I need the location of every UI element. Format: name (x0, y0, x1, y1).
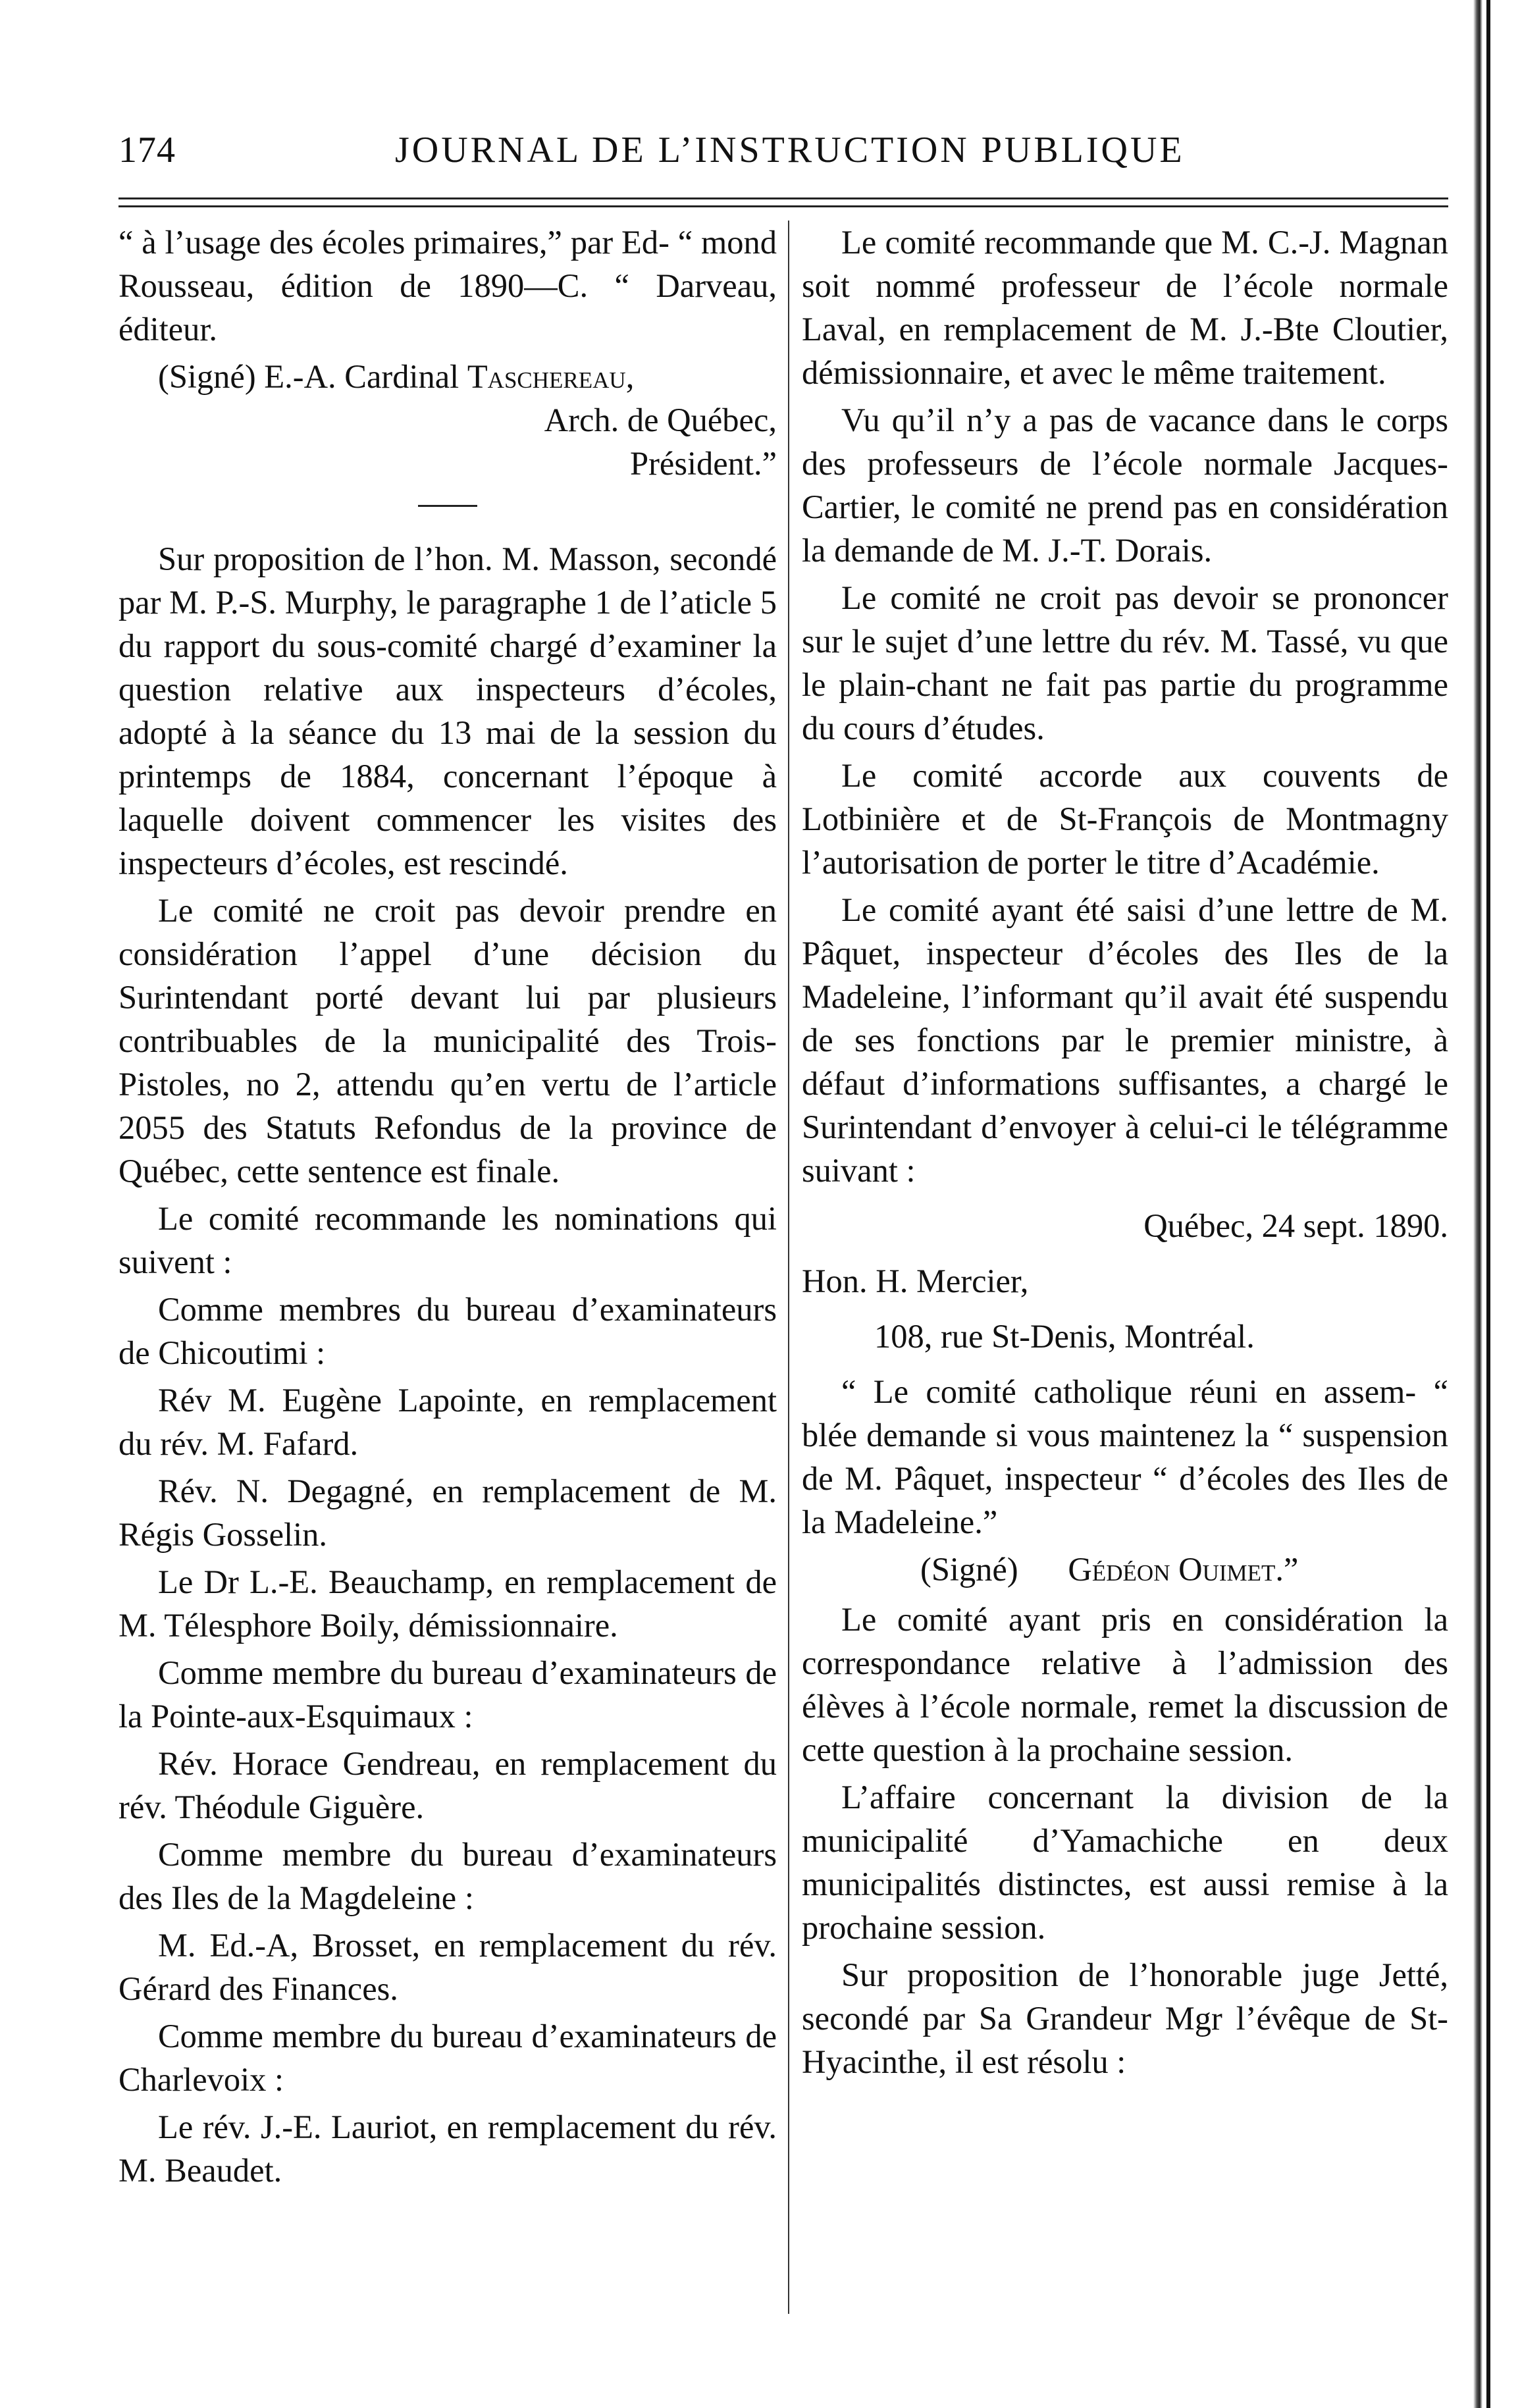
paragraph: Le comité ne croit pas devoir prendre en considération l’appel d’une décision du Surintendant porté devant lui par plusieurs contribuables de la municipalité des Trois-Pistoles, no 2, attendu qu’en vertu de l’article 2055 des Statuts Refondus de la province de Québec, cette sentence est finale. (118, 892, 777, 1190)
signature-name: Taschereau, (467, 358, 635, 395)
paragraph: Rév. N. Degagné, en remplacement de M. Régis Gosselin. (118, 1473, 777, 1553)
paragraph: Le comité ayant pris en considération la correspondance relative à l’admission des élèves à l’école normale, remet la discussion de cette question à la prochaine session. (802, 1601, 1448, 1768)
page-number: 174 (118, 130, 176, 170)
paragraph: Sur proposition de l’hon. M. Masson, secondé par M. P.-S. Murphy, le paragraphe 1 de l’aticle 5 du rapport du sous-comité chargé d’examiner la question relative aux inspecteurs d’écoles, adopté à la séance du 13 mai de la session du printemps de 1884, concernant l’époque à laquelle doivent commencer les visites des inspecteurs d’écoles, est rescindé. (118, 540, 777, 881)
paragraph: Sur proposition de l’honorable juge Jetté, secondé par Sa Grandeur Mgr l’évêque de St-Hyacinthe, il est résolu : (802, 1956, 1448, 2080)
paragraph: M. Ed.-A, Brosset, en remplacement du rév. Gérard des Finances. (118, 1927, 777, 2007)
telegram-date: Québec, 24 sept. 1890. (1143, 1207, 1448, 1244)
header-double-rule (118, 197, 1448, 217)
paragraph: Le Dr L.-E. Beauchamp, en remplacement de M. Télesphore Boily, démissionnaire. (118, 1563, 777, 1644)
paragraph: Le comité accorde aux couvents de Lotbinière et de St-François de Montmagny l’autorisation de porter le titre d’Académie. (802, 757, 1448, 881)
paragraph: Vu qu’il n’y a pas de vacance dans le corps des professeurs de l’école normale Jacques-Cartier, le comité ne prend pas en considération la demande de M. J.-T. Dorais. (802, 402, 1448, 569)
page-header (118, 129, 1303, 188)
paragraph: Le comité ayant été saisi d’une lettre de M. Pâquet, inspecteur d’écoles des Iles de la Madeleine, l’informant qu’il avait été suspendu de ses fonctions par le premier ministre, à défaut d’informations suffisantes, a chargé le Surintendant d’envoyer à celui-ci le télégramme suivant : (802, 891, 1448, 1189)
paragraph: Le comité recommande que M. C.-J. Magnan soit nommé professeur de l’école normale Laval, en remplacement de M. J.-Bte Cloutier, démissionnaire, et avec le même traitement. (802, 224, 1448, 391)
page-binding-edge (1473, 0, 1482, 2408)
right-column (802, 221, 1448, 2087)
signature-line (118, 355, 777, 398)
telegram-body: “ Le comité catholique réuni en assem- “ blée demande si vous maintenez la “ suspension de M. Pâquet, inspecteur “ d’écoles des Iles de la Madeleine.” (802, 1373, 1448, 1540)
paragraph: Le comité recommande les nominations qui suivent : (118, 1200, 777, 1280)
signature-title-2: Président.” (630, 445, 777, 482)
paragraph: Comme membre du bureau d’examinateurs des Iles de la Magdeleine : (118, 1836, 777, 1916)
paragraph: Le rév. J.-E. Lauriot, en remplacement du rév. M. Beaudet. (118, 2108, 777, 2189)
page-binding-shadow (1486, 0, 1490, 2408)
telegram-address: 108, rue St-Denis, Montréal. (874, 1318, 1255, 1355)
signature-prefix: (Signé) E.-A. Cardinal (158, 358, 467, 395)
column-divider (788, 221, 789, 2314)
left-column (118, 221, 777, 2196)
quoted-text: “ à l’usage des écoles primaires,” par Ed- “ mond Rousseau, édition de 1890—C. “ Darveau, éditeur. (118, 224, 777, 348)
telegram-signature-name: Gédéon Ouimet.” (1068, 1551, 1299, 1588)
section-separator (418, 505, 477, 507)
paragraph: Rév. Horace Gendreau, en remplacement du rév. Théodule Giguère. (118, 1745, 777, 1825)
telegram-signature (802, 1548, 1448, 1591)
paragraph: Le comité ne croit pas devoir se prononcer sur le sujet d’une lettre du rév. M. Tassé, vu que le plain-chant ne fait pas partie du programme du cours d’études. (802, 579, 1448, 746)
telegram-addressee: Hon. H. Mercier, (802, 1263, 1029, 1299)
running-head-title: JOURNAL DE L’INSTRUCTION PUBLIQUE (395, 130, 1185, 170)
header-rule-bottom (118, 205, 1448, 207)
signature-title-1: Arch. de Québec, (544, 402, 777, 438)
paragraph: L’affaire concernant la division de la municipalité d’Yamachiche en deux municipalités distinctes, est aussi remise à la prochaine session. (802, 1779, 1448, 1946)
paragraph: Comme membre du bureau d’examinateurs de Charlevoix : (118, 2018, 777, 2098)
header-rule-top (118, 197, 1448, 199)
telegram-signature-prefix: (Signé) (920, 1551, 1018, 1588)
paragraph: Rév M. Eugène Lapointe, en remplacement du rév. M. Fafard. (118, 1382, 777, 1462)
paragraph: Comme membre du bureau d’examinateurs de la Pointe-aux-Esquimaux : (118, 1654, 777, 1735)
paragraph: Comme membres du bureau d’examinateurs de Chicoutimi : (118, 1291, 777, 1371)
